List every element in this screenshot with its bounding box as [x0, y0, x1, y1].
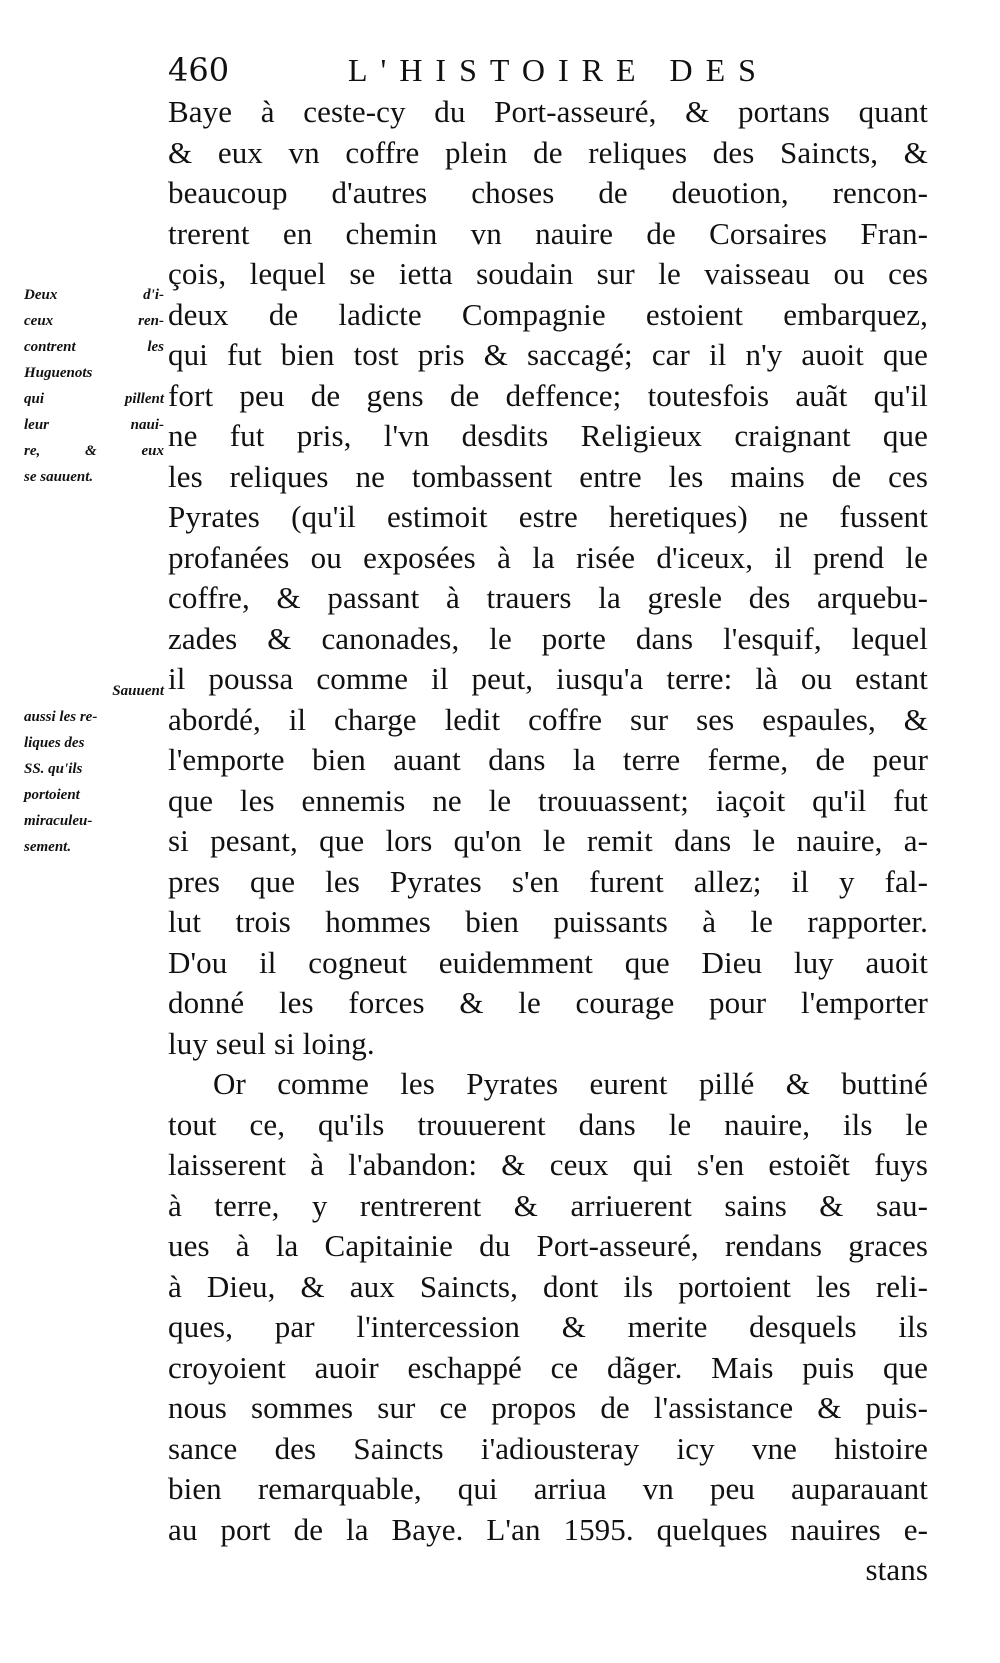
text-line: D'ou il cogneut euidemment que Dieu luy auoit — [168, 944, 928, 980]
margin-note-line: miraculeu- — [24, 813, 93, 829]
text-line: sance des Saincts i'adiousteray icy vne histoire — [168, 1430, 928, 1466]
margin-note-line: leur naui- — [24, 417, 164, 433]
text-line: l'emporte bien auant dans la terre ferme, de peur — [168, 742, 928, 777]
margin-note-line: contrent les — [24, 339, 164, 355]
margin-note-line: re, & eux — [24, 443, 164, 459]
body-text — [168, 92, 928, 1591]
page-number: 460 — [168, 51, 230, 89]
running-title: L'HISTOIRE DES — [348, 52, 769, 88]
text-line: bien remarquable, qui arriua vn peu auparauant — [168, 1471, 928, 1506]
text-line: ques, par l'intercession & merite desquels ils — [168, 1309, 928, 1344]
text-line: si pesant, que lors qu'on le remit dans le nauire, a- — [168, 823, 928, 858]
text-line: Or comme les Pyrates eurent pillé & buttiné — [213, 1066, 928, 1101]
margin-note-line: sement. — [24, 839, 72, 855]
catchword: stans — [865, 1552, 928, 1587]
text-line: il poussa comme il peut, iusqu'a terre: là ou estant — [168, 661, 928, 696]
text-line: & eux vn coffre plein de reliques des Saincts, & — [168, 134, 928, 170]
margin-note-line: portoient — [24, 787, 80, 803]
margin-note-2 — [24, 678, 164, 860]
margin-note-line: se sauuent. — [24, 469, 94, 485]
page-header — [168, 48, 928, 92]
margin-note-line: liques des — [24, 735, 85, 751]
text-line: Baye à ceste-cy du Port-asseuré, & portans quant — [168, 94, 928, 129]
text-line: zades & canonades, le porte dans l'esquif, lequel — [168, 620, 928, 656]
text-line: qui fut bien tost pris & saccagé; car il n'y auoit que — [168, 337, 928, 372]
margin-note-line: aussi les re- — [24, 709, 98, 725]
margin-note-line: qui pillent — [24, 391, 164, 407]
text-line: abordé, il charge ledit coffre sur ses espaules, & — [168, 701, 928, 737]
text-line: ne fut pris, l'vn desdits Religieux craignant que — [168, 418, 928, 453]
text-line: laisserent à l'abandon: & ceux qui s'en estoiẽt fuys — [168, 1147, 928, 1182]
text-line: que les ennemis ne le trouuassent; iaçoit qu'il fut — [168, 782, 928, 818]
text-line: au port de la Baye. L'an 1595. quelques nauires e- — [168, 1511, 928, 1547]
text-line: deux de ladicte Compagnie estoient embarquez, — [168, 296, 928, 332]
margin-note-1 — [24, 282, 164, 490]
text-line: fort peu de gens de deffence; toutesfois auãt qu'il — [168, 377, 928, 413]
text-line: à terre, y rentrerent & arriuerent sains & sau- — [168, 1187, 928, 1223]
text-line: croyoient auoir eschappé ce dãger. Mais puis que — [168, 1349, 928, 1385]
margin-note-line: Deux d'i- — [24, 287, 164, 303]
text-line: nous sommes sur ce propos de l'assistance & puis- — [168, 1390, 928, 1425]
text-line: pres que les Pyrates s'en furent allez; il y fal- — [168, 863, 928, 899]
text-line: Pyrates (qu'il estimoit estre heretiques) ne fussent — [168, 499, 928, 534]
text-line: coffre, & passant à trauers la gresle des arquebu- — [168, 580, 928, 615]
margin-note-line: Huguenots — [24, 365, 93, 381]
text-line: trerent en chemin vn nauire de Corsaires Fran- — [168, 215, 928, 251]
paragraph — [168, 92, 928, 1064]
text-line: tout ce, qu'ils trouuerent dans le nauire, ils le — [168, 1106, 928, 1142]
text-line: luy seul si loing. — [168, 1025, 375, 1061]
margin-note-line: SS. qu'ils — [24, 761, 83, 777]
text-line: ues à la Capitainie du Port-asseuré, rendans graces — [168, 1228, 928, 1263]
text-line: beaucoup d'autres choses de deuotion, rencon- — [168, 175, 928, 210]
text-line: lut trois hommes bien puissants à le rapporter. — [168, 904, 928, 939]
text-line: à Dieu, & aux Saincts, dont ils portoient les reli- — [168, 1268, 928, 1304]
margin-note-line: Sauuent — [112, 683, 164, 699]
text-line: çois, lequel se ietta soudain sur le vaisseau ou ces — [168, 256, 928, 291]
paragraph — [168, 1064, 928, 1550]
text-line: donné les forces & le courage pour l'emporter — [168, 985, 928, 1020]
margin-note-line: ceux ren- — [24, 313, 164, 329]
text-line: profanées ou exposées à la risée d'iceux, il prend le — [168, 539, 928, 575]
text-line: les reliques ne tombassent entre les mains de ces — [168, 458, 928, 494]
